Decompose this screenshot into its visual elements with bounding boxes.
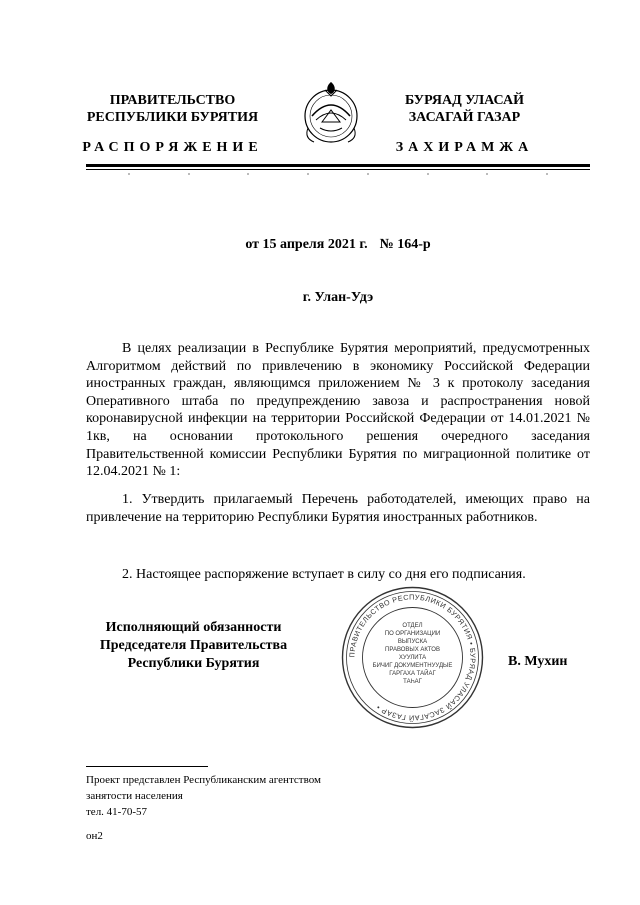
issuer-line: РЕСПУБЛИКИ БУРЯТИЯ xyxy=(86,110,259,125)
stamp-text: ГАРГАХА ТАЙАГ xyxy=(389,671,436,677)
issuer-line: ЗАСАГАЙ ГАЗАР xyxy=(408,110,521,125)
signatory-title-line: Председателя Правительства xyxy=(99,638,288,653)
stamp-text: ОТДЕЛ xyxy=(402,623,423,629)
official-stamp-icon xyxy=(340,585,485,730)
stamp-text: ПРАВОВЫХ АКТОВ xyxy=(385,647,440,653)
document-type-russian: РАСПОРЯЖЕНИЕ xyxy=(82,140,263,155)
footer-line: Проект представлен Республиканским агентством xyxy=(86,774,321,786)
header-rule-thick xyxy=(86,164,590,167)
footer-line: занятости населения xyxy=(86,790,183,802)
document-type-buryat: ЗАХИРАМЖА xyxy=(395,140,534,155)
issuer-block-russian xyxy=(60,92,285,126)
signatory-title xyxy=(86,619,301,673)
signatory-title-line: Республики Бурятия xyxy=(127,656,260,671)
clause-1-paragraph: 1. Утвердить прилагаемый Перечень работодателей, имеющих право на привлечение на территорию Республики Бурятия иностранных работников. xyxy=(86,492,590,525)
date-number-line xyxy=(86,237,590,253)
document-number: № 164-р xyxy=(379,237,431,252)
signatory-name: В. Мухин xyxy=(508,654,568,669)
document-city: г. Улан-Удэ xyxy=(302,290,374,305)
header-rule-thin xyxy=(86,169,590,170)
footer-rule xyxy=(86,766,208,767)
clause-2-paragraph: 2. Настоящее распоряжение вступает в силу со дня его подписания. xyxy=(122,567,526,582)
header-dot-row xyxy=(86,173,590,177)
stamp-text: ВЫПУСКА xyxy=(397,639,428,645)
document-date: от 15 апреля 2021 г. xyxy=(245,237,368,252)
stamp-ring-text: ПРАВИТЕЛЬСТВО РЕСПУБЛИКИ БУРЯТИЯ • БУРЯАД УЛАСАЙ ЗАСАГАЙ ГАЗАР • xyxy=(347,592,478,723)
stamp-text: ХУУЛИТА xyxy=(398,655,427,661)
issuer-block-buryat xyxy=(372,92,557,126)
issuer-line: БУРЯАД УЛАСАЙ xyxy=(405,93,524,108)
stamp-text: ПО ОРГАНИЗАЦИИ xyxy=(384,631,441,637)
footer-note xyxy=(86,772,321,820)
signatory-title-line: Исполняющий обязанности xyxy=(105,620,282,635)
stamp-text: БИЧИГ ДОКУМЕНТНУУДЫЕ xyxy=(372,663,453,669)
preamble-paragraph: В целях реализации в Республике Бурятия мероприятий, предусмотренных Алгоритмом действий по привлечению в экономику Российской Федерации иностранных граждан, являющимся приложением № 3 к протоколу заседания Оперативного штаба по предупреждению завоза и распространения новой коронавирусной инфекции на территории Российской Федерации от 14.01.2021 № 1кв, на основании протокольного решения очередного заседания Правительственной комиссии Республики Бурятия по миграционной политике от 12.04.2021 № 1: xyxy=(86,341,590,480)
coat-of-arms-icon xyxy=(298,76,364,148)
issuer-line: ПРАВИТЕЛЬСТВО xyxy=(109,93,236,108)
footer-line: тел. 41-70-57 xyxy=(86,806,148,818)
stamp-text: ТАҺАГ xyxy=(403,679,422,685)
document-code: он2 xyxy=(86,830,103,842)
